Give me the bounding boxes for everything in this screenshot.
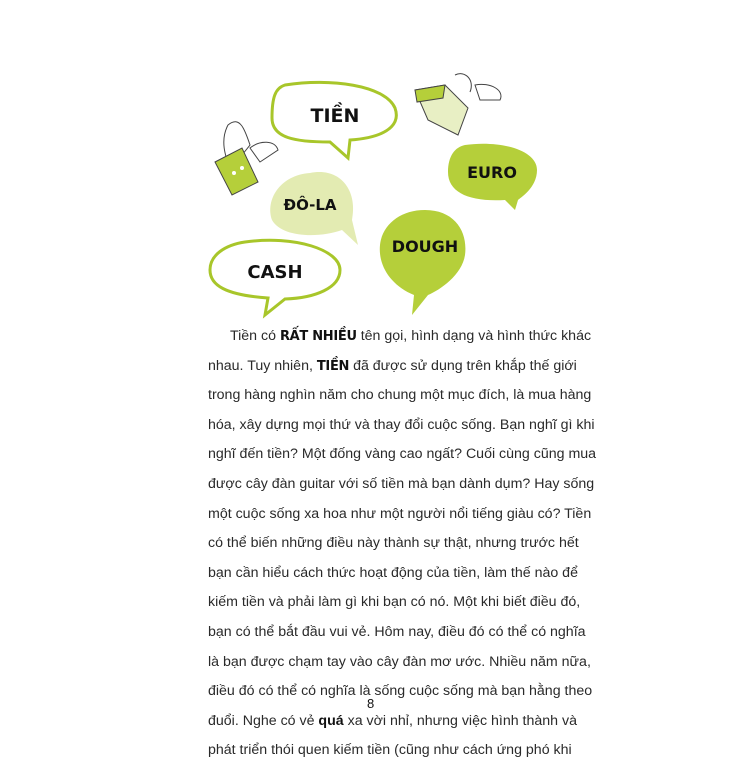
bubble-dough-label: DOUGH	[391, 237, 459, 256]
text-line: kiếm tiền và phải làm gì khi bạn có nó. Một khi biết điều đó,	[208, 594, 581, 611]
body-paragraph	[208, 322, 597, 766]
bubble-dola-label: ĐÔ-LA	[283, 196, 337, 214]
text-line: có thể biến những điều này thành sự thật, nhưng trước hết	[208, 535, 579, 552]
text-line: Tiền có RẤT NHIỀU tên gọi, hình dạng và hình thức khác	[230, 328, 592, 344]
bubble-tien-label: TIỀN	[310, 105, 360, 127]
text-line: hóa, xây dựng mọi thứ và thay đổi cuộc sống. Bạn nghĩ gì khi	[208, 416, 595, 433]
page-number: 8	[367, 696, 375, 711]
flying-banknote-left-icon	[215, 122, 278, 195]
text-line: một cuộc sống xa hoa như một người nổi tiếng giàu có? Tiền	[208, 505, 592, 522]
bubble-dough	[380, 210, 466, 315]
emphasis-caps: TIỀN	[316, 358, 350, 374]
text-line: điều đó có thể có nghĩa là sống cuộc sống mà bạn hằng theo	[208, 683, 593, 700]
text-line: bạn cần hiểu cách thức hoạt động của tiền, làm thế nào để	[208, 564, 578, 581]
bubble-cash-label: CASH	[247, 262, 303, 283]
text-line: là bạn được chạm tay vào cây đàn mơ ước. Nhiều năm nữa,	[208, 653, 591, 670]
text-line: được cây đàn guitar với số tiền mà bạn dành dụm? Hay sống	[208, 475, 595, 492]
text-line: nhau. Tuy nhiên, TIỀN đã được sử dụng trên khắp thế giới	[208, 357, 577, 374]
text-line: phát triển thói quen kiếm tiền (cũng như cách ứng phó khi	[208, 742, 572, 759]
text-line: bạn có thể bắt đầu vui vẻ. Hôm nay, điều đó có thể có nghĩa	[208, 623, 586, 640]
money-names-illustration	[200, 70, 550, 320]
text-line: trong hàng nghìn năm cho chung một mục đích, là mua hàng	[208, 387, 592, 404]
flying-banknote-right-icon	[415, 74, 501, 135]
emphasis-caps: RẤT NHIỀU	[279, 329, 357, 344]
emphasis-bold: quá	[318, 712, 344, 729]
bubble-euro-label: EURO	[467, 163, 517, 182]
text-line: nghĩ đến tiền? Một đống vàng cao ngất? Cuối cùng cũng mua	[208, 446, 597, 463]
text-line: đuổi. Nghe có vẻ quá xa vời nhỉ, nhưng việc hình thành và	[208, 712, 577, 729]
